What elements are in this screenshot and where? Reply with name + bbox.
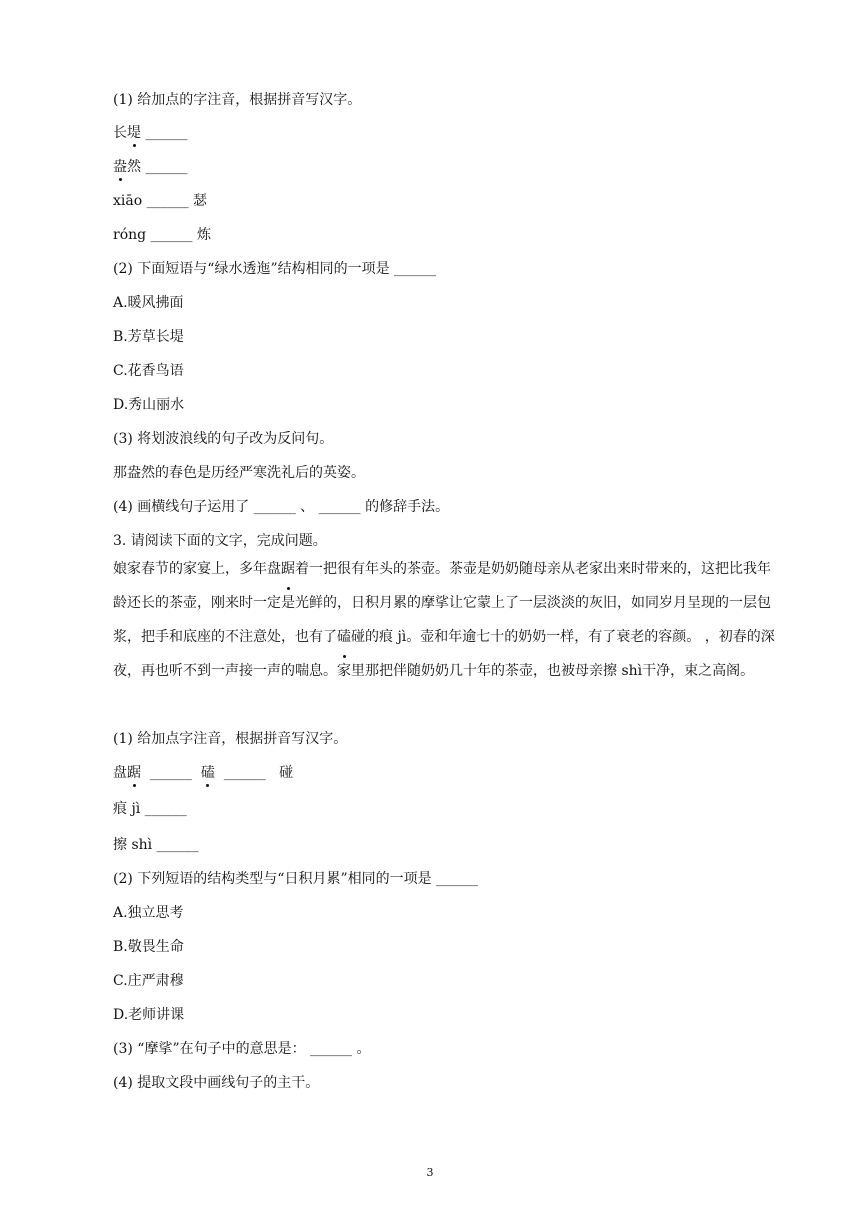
emphasis-dot-char: 堤 bbox=[127, 125, 141, 141]
q3-part3-question: (3) “摩挲”在句子中的意思是： ______ 。 bbox=[113, 1041, 371, 1057]
option-c: C.庄严肃穆 bbox=[113, 973, 184, 989]
q2-part1-item-angran: 盎然 ______ bbox=[113, 159, 188, 175]
q2-part1-item-changdi: 长堤 ______ bbox=[113, 125, 188, 141]
q3-passage: 娘家春节的家宴上，多年盘踞着一把很有年头的茶壶。茶壶是奶奶随母亲从老家出来时带来的，这把比我年龄还长的茶壶，刚来时一定是光鲜的，日积月累的摩挲让它蒙上了一层淡淡的灰旧，如同岁月呈现的一层包浆，把手和底座的不注意处，也有了磕碰的痕 jì。壶和年逾七十的奶奶一样，有了衰老的容颜。 ，初春的深夜，再也听不到一声接一声的喘息。家里那把伴随奶奶几十年的茶壶，也被母亲擦 shì干净，束之高阁。 bbox=[113, 552, 781, 688]
q3-heading: 3. 请阅读下面的文字，完成问题。 bbox=[113, 533, 327, 549]
q3-part1-item-henji: 痕 jì ______ bbox=[113, 801, 187, 817]
q3-part4-question: (4) 提取文段中画线句子的主干。 bbox=[113, 1075, 320, 1091]
q3-part1-item-panju: 盘踞 ______ 磕 ______ 碰 bbox=[113, 765, 294, 781]
option-a: A.暖风拂面 bbox=[113, 295, 184, 311]
q2-part1-item-xiao: xiāo ______ 瑟 bbox=[113, 193, 208, 209]
emphasis-dot-char: 踞 bbox=[127, 765, 141, 781]
emphasis-dot-char: 磕 bbox=[337, 620, 351, 654]
q2-part1-item-rong: róng ______ 炼 bbox=[113, 227, 211, 243]
q2-part3-sentence: 那盎然的春色是历经严寒洗礼后的英姿。 bbox=[113, 465, 365, 481]
q2-part3-question: (3) 将划波浪线的句子改为反问句。 bbox=[113, 431, 334, 447]
option-d: D.秀山丽水 bbox=[113, 397, 185, 413]
page-number: 3 bbox=[426, 1166, 434, 1179]
option-b: B.敬畏生命 bbox=[113, 939, 184, 955]
option-a: A.独立思考 bbox=[113, 905, 184, 921]
emphasis-dot-char: 磕 bbox=[200, 765, 215, 781]
q3-part1-instruction: (1) 给加点字注音，根据拼音写汉字。 bbox=[113, 731, 348, 747]
option-c: C.花香鸟语 bbox=[113, 363, 184, 379]
emphasis-dot-char: 盎 bbox=[113, 159, 127, 175]
option-b: B.芳草长堤 bbox=[113, 329, 184, 345]
q2-part2-question: (2) 下面短语与“绿水透迤”结构相同的一项是 ______ bbox=[113, 261, 437, 277]
q3-part2-question: (2) 下列短语的结构类型与“日积月累”相同的一项是 ______ bbox=[113, 871, 479, 887]
emphasis-dot-char: 踞 bbox=[281, 552, 295, 586]
option-d: D.老师讲课 bbox=[113, 1007, 185, 1023]
q2-part1-instruction: (1) 给加点的字注音，根据拼音写汉字。 bbox=[113, 92, 362, 108]
q3-part1-item-cashi: 擦 shì ______ bbox=[113, 837, 199, 853]
q2-part4-question: (4) 画横线句子运用了 ______ 、 ______ 的修辞手法。 bbox=[113, 499, 450, 515]
